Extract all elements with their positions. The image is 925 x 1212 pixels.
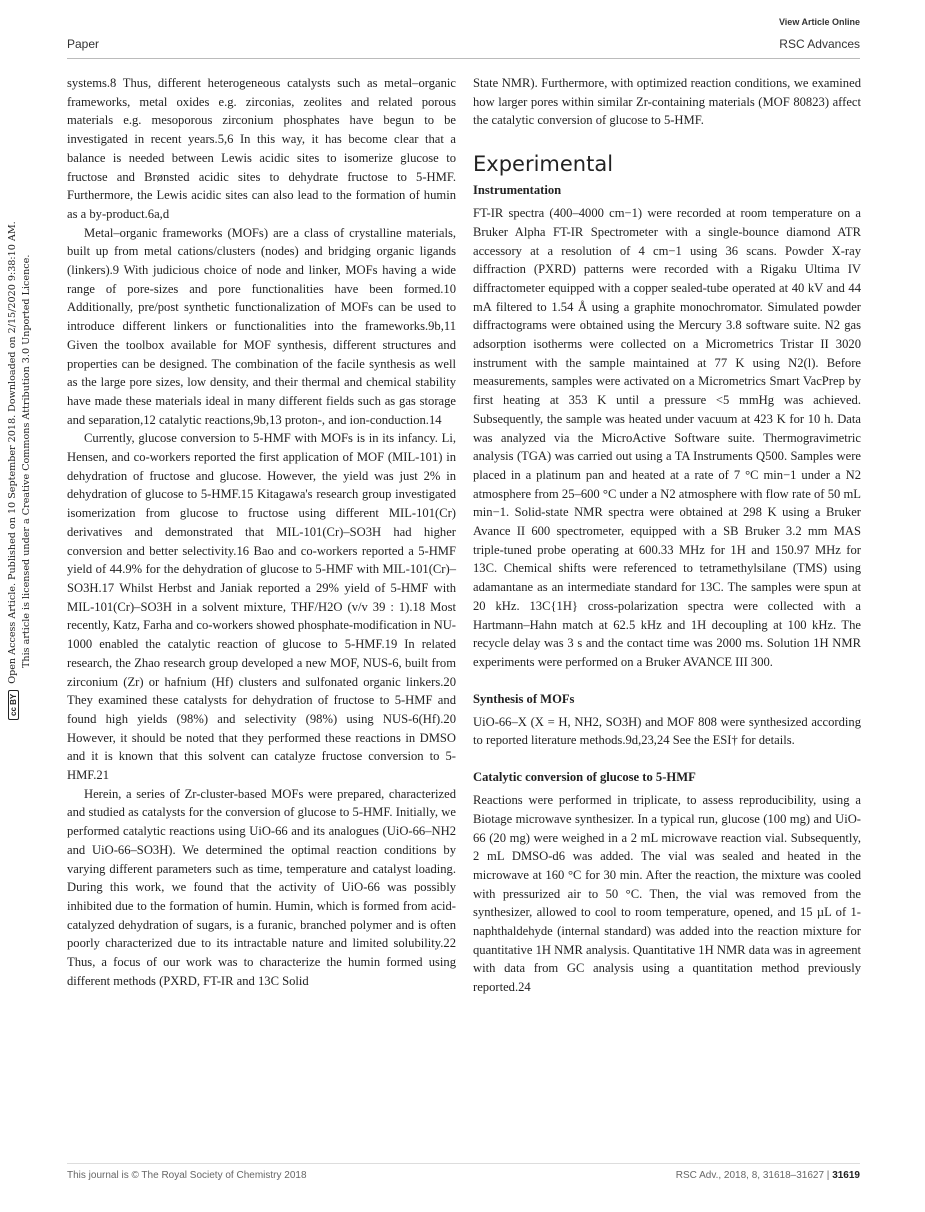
subheading-catalytic-conversion: Catalytic conversion of glucose to 5-HMF: [473, 770, 696, 785]
paragraph: Metal–organic frameworks (MOFs) are a class of crystalline materials, built up from metal cations/clusters (nodes) and bridging organic ligands (linkers).9 With judicious choice of node and linker, MOFs having a wide range of pore-sizes and pore functionalities have been formed.10 Additionally, pre/post synthetic functionalization of MOFs can be used to introduce different linkers or functionalities into the frameworks.9b,11 Given the toolbox available for MOF synthesis, different structures and properties can be designed. The combination of the facile synthesis as well as the large pore sizes, low density, and their thermal and chemical stability have made these materials ideal in many different fields such as gas storage and separation,12 catalytic reactions,9b,13 proton-, and ion-conduction.14: [67, 225, 456, 427]
paragraph: UiO-66–X (X = H, NH2, SO3H) and MOF 808 were synthesized according to reported literature methods.9d,23,24 See the ESI† for details.: [473, 714, 861, 748]
subheading-instrumentation: Instrumentation: [473, 183, 562, 198]
footer-divider: [67, 1163, 860, 1164]
access-sidebar: [6, 0, 34, 720]
right-column: [473, 74, 861, 997]
paragraph: Herein, a series of Zr-cluster-based MOFs were prepared, characterized and studied as catalysts for the conversion of glucose to 5-HMF. Initially, we performed catalytic reactions using UiO-66 and its analogues (UiO-66–NH2 and UiO-66–SO3H). We determined the optimal reaction conditions by varying different parameters such as time, temperature and catalyst loading. During this work, we found that the activity of UiO-66 was possibly inhibited due to the formation of humin. Humin, which is formed from acid-catalyzed dehydration of sugars, is a furanic, branched polymer and is often poorly characterized due to its intractable nature and limited solubility.22 Thus, a focus of our work was to characterize the humin formed using different methods (PXRD, FT-IR and 13C Solid: [67, 786, 456, 988]
paragraph: FT-IR spectra (400–4000 cm−1) were recorded at room temperature on a Bruker Alpha FT-IR Spectrometer with a single-bounce diamond ATR accessory at a resolution of 4 cm−1 using 36 scans. Powder X-ray diffraction (PXRD) patterns were recorded with a Rigaku Ultima IV diffractometer equipped with a copper sealed-tube operated at 40 kV and 44 mA filtered to 1.54 Å using a graphite monochromator. Simulated powder diffractograms were obtained using the Mercury 3.8 software suite. N2 gas adsorption isotherms were collected on a Micrometrics Tristar II 3020 instrument with the sample maintained at 77 K using N2(l). Before measurements, samples were activated on a Micrometrics Smart VacPrep by first heating at 353 K until a pressure <5 mmHg was achieved. Subsequently, the sample was heated under vacuum at 423 K for 10 h. Data was analyzed via the MicroActive Software suite. Thermogravimetric analysis (TGA) was carried out using a TA Instruments Q500. Samples were placed in a platinum pan and heated at a rate of 7 °C min−1 under a N2 atmosphere from 25–600 °C under a N2 atmosphere with flow rate of 50 mL min−1. Solid-state NMR spectra were obtained at 298 K using a Bruker Avance II 600 spectrometer, equipped with a SB Bruker 3.2 mm MAS triple-tuned probe operating at 600.33 MHz for 1H and 150.97 MHz for 13C. Chemical shifts were referenced to tetramethylsilane (TMS) using adamantane as an intermediate standard for 13C. The samples were spun at 20 kHz. 13C{1H} cross-polarization spectra were collected with a Hartmann–Hahn match at 62.5 kHz and 1H decoupling at 100 kHz. The recycle delay was 3 s and the contact time was 2000 ms. Solution 1H NMR experiments were performed on a Bruker AVANCE III 300.: [473, 206, 861, 669]
access-statement: Open Access Article. Published on 10 September 2018. Downloaded on 2/15/2020 9:38:10 AM.: [7, 221, 18, 684]
left-column: [67, 74, 456, 990]
journal-name: RSC Advances: [779, 37, 860, 51]
section-label: Paper: [67, 37, 100, 51]
page-number: 31619: [832, 1170, 860, 1181]
header-divider: [67, 58, 860, 59]
paragraph: State NMR). Furthermore, with optimized reaction conditions, we examined how larger pores within similar Zr-containing materials (MOF 80823) affect the catalytic conversion of glucose to 5-HMF.: [473, 76, 861, 128]
subheading-synthesis: Synthesis of MOFs: [473, 691, 575, 706]
section-heading-experimental: Experimental: [473, 152, 614, 177]
copyright-notice: This journal is © The Royal Society of Chemistry 2018: [67, 1170, 307, 1181]
citation-info: [676, 1170, 860, 1181]
citation: RSC Adv., 2018, 8, 31618–31627 |: [675, 1170, 830, 1181]
paragraph: Reactions were performed in triplicate, to assess reproducibility, using a Biotage microwave synthesizer. In a typical run, glucose (100 mg) and UiO-66 (20 mg) were weighed in a 2 mL microwave reaction vial. Subsequently, 2 mL DMSO-d6 was added. The vial was sealed and heated in the microwave at 160 °C for 30 min. After the reaction, the mixture was cooled with pressurized air to 50 °C. Then, the vial was removed from the synthesizer, allowed to cool to room temperature, opened, and 15 µL of 1-naphthaldehyde (internal standard) was added into the reaction mixture for quantitative 1H NMR analysis. Quantitative 1H NMR data was in agreement with data from GC analysis using a quantitation method previously reported.24: [473, 793, 861, 995]
paragraph: systems.8 Thus, different heterogeneous catalysts such as metal–organic frameworks, metal oxides e.g. zirconias, zeolites and related porous materials e.g. mesoporous zirconium phosphates have begun to be investigated in recent years.5,6 In this way, it has become clear that a balance is needed between Lewis acidic sites to isomerize glucose to fructose and Brønsted acidic sites to dehydrate fructose to 5-HMF. Furthermore, the Lewis acidic sites can also lead to the formation of humin as a by-product.6a,d: [67, 76, 456, 221]
paragraph: Currently, glucose conversion to 5-HMF with MOFs is in its infancy. Li, Hensen, and co-workers reported the first application of MOF (MIL-101) in dehydration of fructose and glucose. However, the yield was just 2% in dehydration of glucose to 5-HMF.15 Kitagawa's research group investigated isomerization from glucose to fructose using different MIL-101(Cr) derivatives and demonstrated that MIL-101(Cr)–SO3H had higher conversion and better selectivity.16 Bao and co-workers reported a 5-HMF yield of 44.9% for the dehydration of glucose to 5-HMF with MIL-101(Cr)–SO3H.17 Whilst Herbst and Janiak reported a 29% yield of 5-HMF with MIL-101(Cr)–SO3H in a solvent mixture, THF/H2O (v/v 39 : 1).18 Most recently, Katz, Farha and co-workers showed phosphate-modification in NU-1000 enabled the catalytic reaction of glucose to 5-HMF.19 In related research, the Zhao research group developed a new MOF, NUS-6, built from zirconium (Zr) or hafnium (Hf) clusters and sulfonated organic linkers.20 They examined these catalysts for dehydration of fructose to 5-HMF and found high yields (98%) and selectivity (98%) using NUS-6(Hf).20 However, it should be noted that they performed these reactions in DMSO and it is known that this solvent can catalyze fructose conversion to 5-HMF.21: [67, 431, 456, 783]
cc-by-badge-icon[interactable]: cc BY: [8, 690, 19, 720]
licence-statement[interactable]: This article is licensed under a Creative Commons Attribution 3.0 Unported Licence.: [21, 254, 32, 668]
view-article-online-link[interactable]: View Article Online: [778, 17, 860, 27]
